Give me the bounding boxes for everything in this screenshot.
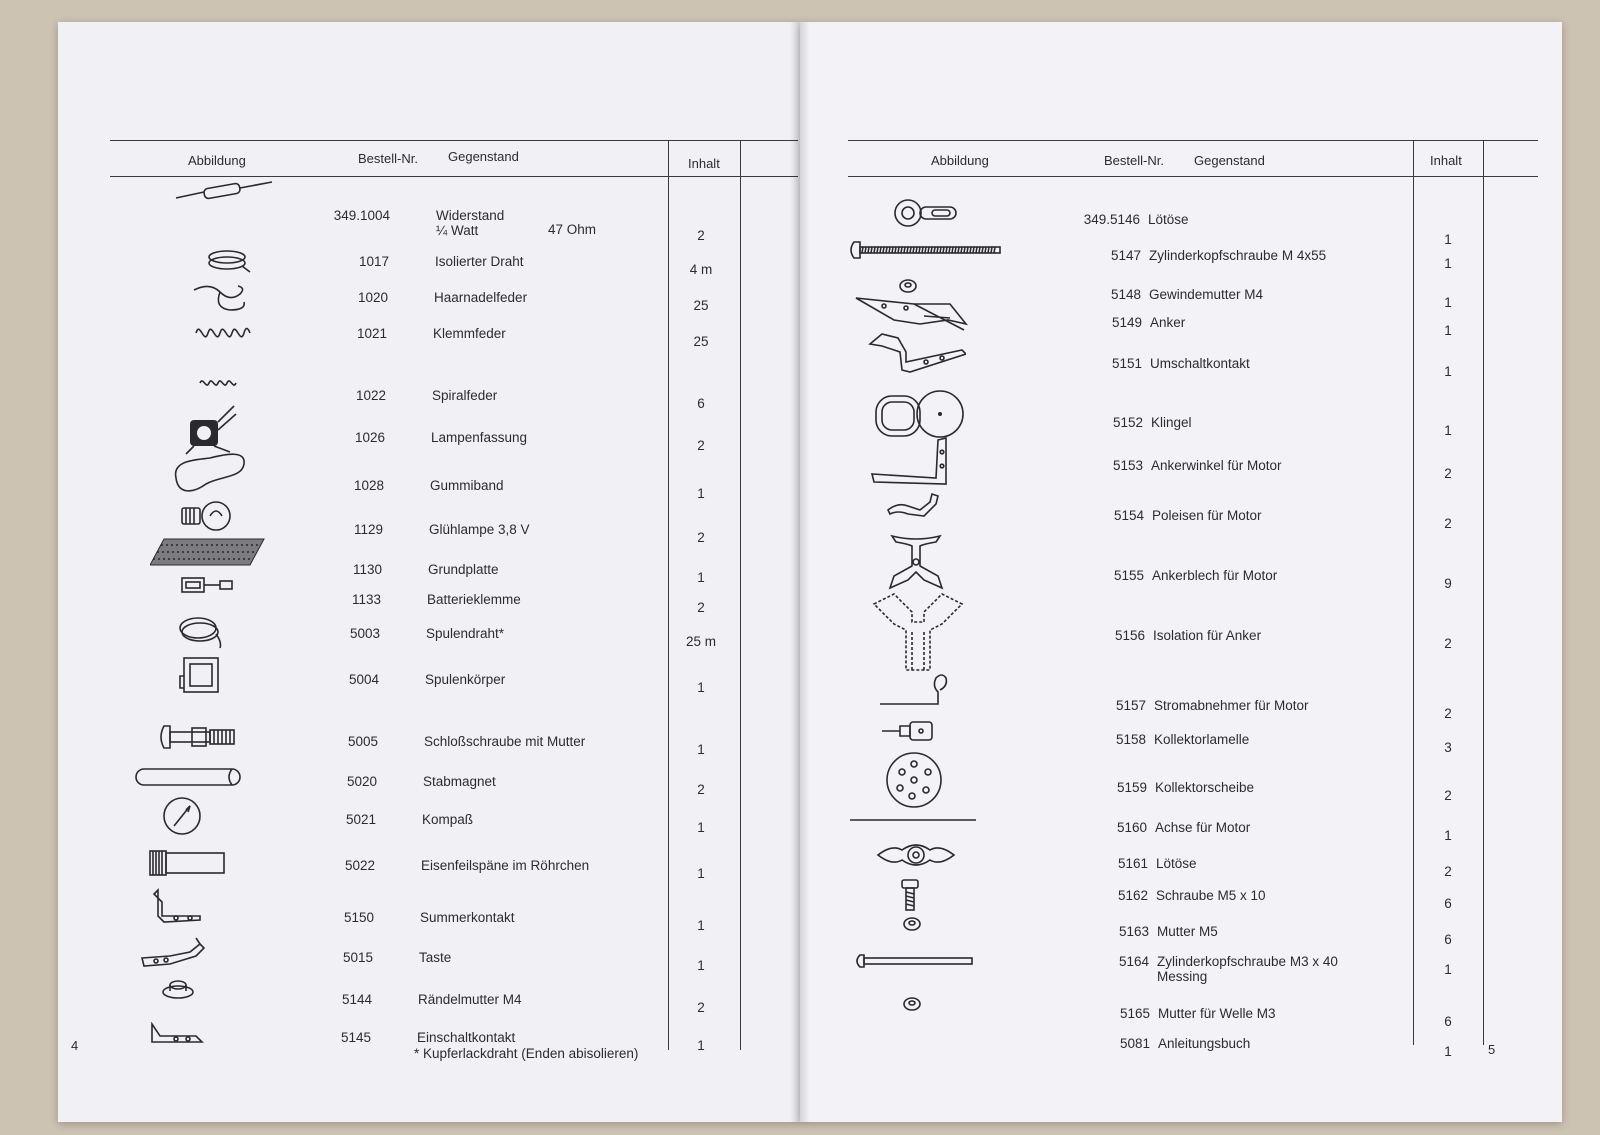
order-number: 5015 [342,950,373,965]
table-row [110,812,798,835]
order-number: 5081 [1119,1036,1150,1051]
table-row [110,950,798,973]
item-name: Anker [1150,315,1186,330]
item-name: Kompaß [422,812,474,827]
screw-icon [900,878,920,912]
page-number-left: 4 [71,1038,79,1053]
item-quantity: 1 [697,742,705,757]
header-qty: Inhalt [688,156,720,171]
footnote: * Kupferlackdraht (Enden abisolieren) [414,1046,639,1061]
order-number: 349.1004 [333,208,390,223]
table-row [848,458,1538,481]
item-name: Ankerwinkel für Motor [1151,458,1282,473]
item-quantity: 2 [1444,706,1452,721]
item-quantity: 1 [1444,962,1452,977]
order-number: 5147 [1110,248,1141,263]
nut-icon [898,278,918,294]
table-top-rule [110,140,798,141]
item-quantity: 1 [1444,232,1452,247]
item-name: Batterieklemme [427,592,521,607]
left-page [58,22,800,1122]
item-quantity: 1 [697,866,705,881]
item-name: Glühlampe 3,8 V [429,522,530,537]
header-order-no: Bestell-Nr. [358,151,418,166]
coil-wire-icon [176,612,226,650]
item-quantity: 2 [697,600,705,615]
wire-coil-icon [202,248,252,274]
item-quantity: 3 [1444,740,1452,755]
item-quantity: 2 [1444,516,1452,531]
item-name: Anleitungsbuch [1158,1036,1251,1051]
parts-table-right [848,140,1538,1059]
base-plate-icon [150,537,266,567]
table-row [848,780,1538,803]
long-screw-icon [848,240,1004,260]
resistor-icon [174,180,274,204]
order-number: 5022 [344,858,375,873]
item-name: Zylinderkopfschraube M3 x 40 Messing [1157,954,1338,984]
item-name: Gummiband [430,478,504,493]
order-number: 5158 [1115,732,1146,747]
order-number: 5162 [1117,888,1148,903]
key-switch-icon [140,936,208,968]
solder-lug-icon [892,198,958,228]
item-quantity: 2 [1444,636,1452,651]
bobbin-icon [178,656,222,696]
compass-icon [162,796,202,836]
item-quantity: 2 [697,530,705,545]
item-name: Taste [419,950,452,965]
item-name: Gewindemutter M4 [1149,287,1264,302]
item-quantity: 1 [1444,295,1452,310]
item-quantity: 6 [1444,932,1452,947]
order-number: 5165 [1119,1006,1150,1021]
header-item: Gegenstand [1194,153,1265,168]
item-note: 47 Ohm [548,222,597,237]
switch-contact-icon [148,1022,204,1048]
order-number: 5144 [341,992,372,1007]
order-number: 5156 [1114,628,1145,643]
table-row [110,208,798,243]
item-quantity: 1 [1444,1044,1452,1059]
armature-bracket-icon [870,436,950,486]
order-number: 1021 [356,326,387,341]
order-number: 5020 [346,774,377,789]
item-name: Widerstand ¼ Watt [436,208,505,238]
order-number: 1133 [351,592,381,607]
shaft-nut-icon [902,996,922,1012]
item-quantity: 2 [697,1000,705,1015]
item-quantity: 1 [1444,323,1452,338]
item-name: Summerkontakt [420,910,515,925]
item-name: Eisenfeilspäne im Röhrchen [421,858,590,873]
right-page [800,22,1562,1122]
item-name: Spulenkörper [425,672,506,687]
qty-column-divider-right [1483,140,1484,1045]
order-number: 5148 [1110,287,1141,302]
item-quantity: 1 [697,820,705,835]
item-quantity: 1 [697,958,705,973]
item-quantity: 1 [1444,256,1452,271]
rubber-band-icon [170,448,248,498]
order-number: 5005 [347,734,378,749]
item-quantity: 1 [1444,364,1452,379]
order-number: 5153 [1112,458,1143,473]
item-name: Haarnadelfeder [434,290,528,305]
order-number: 1026 [354,430,385,445]
item-name: Ankerblech für Motor [1152,568,1278,583]
bulb-icon [180,500,236,532]
order-number: 5150 [343,910,374,925]
order-number: 1020 [357,290,388,305]
hairpin-spring-icon [190,280,250,314]
item-name: Klemmfeder [433,326,506,341]
table-row [848,924,1538,947]
item-quantity: 1 [697,918,705,933]
header-figure: Abbildung [188,153,246,168]
item-quantity: 6 [1444,896,1452,911]
order-number: 5159 [1116,780,1147,795]
iron-filings-tube-icon [148,848,228,878]
item-name: Lötöse [1148,212,1189,227]
header-qty: Inhalt [1430,153,1462,168]
item-quantity: 1 [697,486,705,501]
bolt-nut-icon [156,722,240,752]
item-quantity: 1 [697,570,705,585]
item-name: Kollektorscheibe [1155,780,1255,795]
axle-icon [848,815,978,825]
item-name: Zylinderkopfschraube M 4x55 [1149,248,1327,263]
order-number: 5161 [1117,856,1148,871]
item-quantity: 1 [1444,828,1452,843]
order-number: 5164 [1118,954,1149,969]
commutator-segment-icon [880,720,936,742]
item-quantity: 1 [697,1038,705,1053]
brass-screw-icon [854,954,974,968]
item-name: Isolation für Anker [1153,628,1262,643]
book-gutter [790,22,810,1122]
order-number: 5152 [1112,415,1143,430]
item-name: Isolierter Draht [435,254,524,269]
commutator-disc-icon [884,750,944,810]
order-number: 5004 [348,672,379,687]
table-row [848,888,1538,911]
bell-icon [872,388,968,442]
bar-magnet-icon [134,766,244,788]
clamp-spring-icon [192,320,252,346]
table-header-rule [110,176,798,177]
item-name: Spiralfeder [432,388,498,403]
nut-m5-icon [902,916,922,932]
item-name: Poleisen für Motor [1152,508,1262,523]
item-name: Lötöse [1156,856,1197,871]
armature-sheet-icon [884,532,948,592]
order-number: 1022 [355,388,386,403]
header-order-no: Bestell-Nr. [1104,153,1164,168]
item-quantity: 1 [1444,423,1452,438]
order-number: 5151 [1111,356,1142,371]
item-name: Rändelmutter M4 [418,992,522,1007]
buzzer-contact-icon [150,888,204,924]
armature-insulation-icon [872,592,964,672]
order-number: 5154 [1113,508,1144,523]
item-quantity: 4 m [689,262,713,277]
order-number: 1028 [353,478,384,493]
item-name: Spulendraht* [426,626,505,641]
item-quantity: 6 [697,396,705,411]
order-number: 1017 [358,254,389,269]
table-row [848,698,1538,721]
table-header-rule [848,176,1538,177]
item-name: Stabmagnet [423,774,496,789]
table-row [110,992,798,1015]
order-number: 1130 [352,562,382,577]
item-quantity: 2 [697,782,705,797]
item-name: Einschaltkontakt [417,1030,516,1045]
order-number: 1129 [353,522,383,537]
spiral-spring-icon [198,376,238,390]
order-number: 5145 [340,1030,371,1045]
item-quantity: 2 [1444,864,1452,879]
brush-icon [878,670,950,708]
table-row [848,732,1538,755]
item-quantity: 2 [1444,788,1452,803]
item-quantity: 2 [1444,466,1452,481]
page-number-right: 5 [1488,1042,1496,1057]
item-quantity: 25 m [685,634,716,649]
qty-column-divider-left [1413,140,1414,1045]
item-quantity: 2 [697,228,705,243]
solder-lug-2-icon [876,842,956,868]
order-number: 5157 [1115,698,1146,713]
order-number: 5163 [1118,924,1149,939]
item-name: Mutter M5 [1157,924,1218,939]
table-row [848,508,1538,531]
table-row [848,568,1538,591]
header-figure: Abbildung [931,153,989,168]
order-number: 5021 [345,812,376,827]
battery-clip-icon [180,576,234,596]
item-name: Umschaltkontakt [1150,356,1250,371]
item-name: Achse für Motor [1155,820,1251,835]
pole-iron-icon [886,492,942,522]
order-number: 5003 [349,626,380,641]
item-name: Klingel [1151,415,1192,430]
armature-icon [854,294,970,334]
knurled-nut-icon [160,978,196,1000]
order-number: 349.5146 [1083,212,1140,227]
table-row [110,910,798,933]
item-name: Stromabnehmer für Motor [1154,698,1309,713]
order-number: 5149 [1111,315,1142,330]
item-quantity: 9 [1444,576,1452,591]
changeover-contact-icon [866,332,966,374]
order-number: 5160 [1116,820,1147,835]
item-quantity: 25 [693,334,709,349]
table-top-rule [848,140,1538,141]
item-quantity: 1 [697,680,705,695]
item-name: Mutter für Welle M3 [1158,1006,1276,1021]
item-name: Kollektorlamelle [1154,732,1250,747]
header-item: Gegenstand [448,149,519,164]
item-name: Grundplatte [428,562,499,577]
parts-table-left [110,140,798,1053]
item-name: Lampenfassung [431,430,528,445]
item-quantity: 6 [1444,1014,1452,1029]
order-number: 5155 [1113,568,1144,583]
item-quantity: 25 [693,298,709,313]
item-name: Schloßschraube mit Mutter [424,734,586,749]
table-row [848,1006,1538,1029]
table-row [848,1036,1538,1059]
item-quantity: 2 [697,438,705,453]
item-name: Schraube M5 x 10 [1156,888,1266,903]
